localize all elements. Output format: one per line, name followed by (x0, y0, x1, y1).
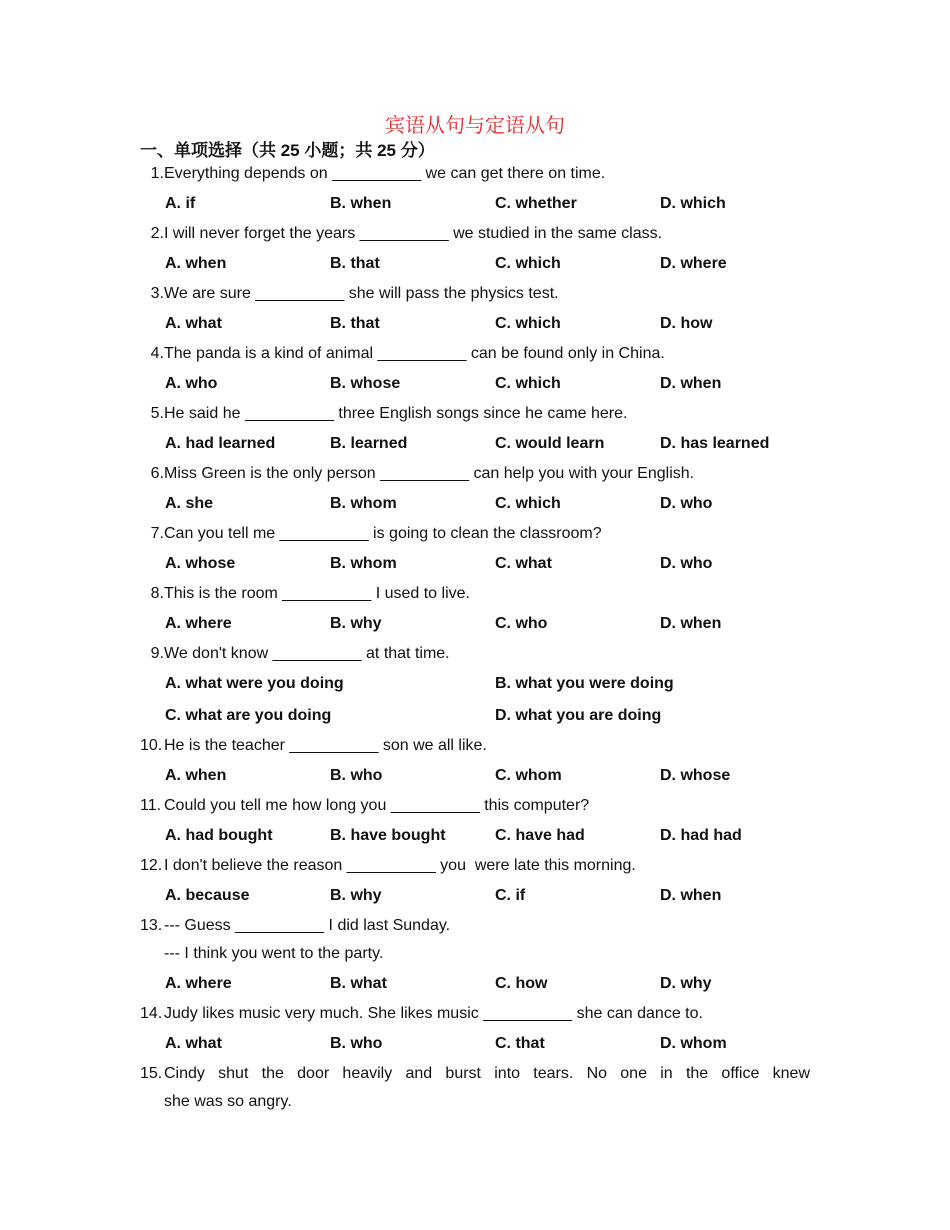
option-row (140, 968, 820, 1000)
section-heading: 一、单项选择（共 25 小题；共 25 分） (140, 141, 435, 160)
option-row (140, 1028, 820, 1060)
option-a: A. when (165, 255, 227, 272)
question-number: 2. (150, 225, 164, 242)
document-title: 宾语从句与定语从句 (385, 113, 565, 137)
option-b: B. that (330, 255, 380, 272)
option-c: C. whom (495, 767, 562, 784)
option-c: C. which (495, 315, 561, 332)
option-d: D. what you are doing (495, 707, 662, 724)
question-6 (140, 460, 820, 520)
option-a: A. who (165, 375, 218, 392)
question-number: 8. (150, 585, 164, 602)
question-stem: Could you tell me how long you __________ this computer? (164, 797, 590, 814)
question-number: 1. (150, 165, 164, 182)
option-d: D. when (660, 887, 722, 904)
option-row (140, 188, 820, 220)
option-b: B. who (330, 767, 383, 784)
option-b: B. what you were doing (495, 675, 674, 692)
option-row (140, 368, 820, 400)
question-5 (140, 400, 820, 460)
option-b: B. why (330, 887, 382, 904)
option-row (140, 488, 820, 520)
question-stem: Cindy shut the door heavily and burst into tears. No one in the office knew (164, 1065, 810, 1082)
option-a: A. because (165, 887, 250, 904)
option-d: D. where (660, 255, 727, 272)
option-c: C. if (495, 887, 526, 904)
question-4 (140, 340, 820, 400)
option-b: B. when (330, 195, 392, 212)
option-d: D. who (660, 555, 713, 572)
question-1 (140, 160, 820, 220)
option-b: B. whom (330, 495, 397, 512)
option-b: B. whom (330, 555, 397, 572)
option-b: B. learned (330, 435, 408, 452)
question-11 (140, 792, 820, 852)
option-c: C. that (495, 1035, 545, 1052)
option-row (140, 760, 820, 792)
option-c: C. what (495, 555, 552, 572)
option-c: C. have had (495, 827, 585, 844)
option-d: D. why (660, 975, 712, 992)
option-d: D. who (660, 495, 713, 512)
option-b: B. what (330, 975, 387, 992)
question-stem: --- Guess __________ I did last Sunday. (164, 917, 451, 934)
question-number: 9. (150, 645, 164, 662)
question-stem: The panda is a kind of animal __________ can be found only in China. (164, 345, 665, 362)
question-stem: He said he __________ three English songs since he came here. (164, 405, 628, 422)
question-number: 4. (150, 345, 164, 362)
option-row (140, 248, 820, 280)
question-number: 5. (150, 405, 164, 422)
option-c: C. who (495, 615, 548, 632)
question-stem: Judy likes music very much. She likes music __________ she can dance to. (164, 1005, 703, 1022)
option-b: B. have bought (330, 827, 446, 844)
question-number: 3. (150, 285, 164, 302)
option-d: D. whom (660, 1035, 727, 1052)
option-a: A. what (165, 315, 222, 332)
option-row (140, 608, 820, 640)
question-10 (140, 732, 820, 792)
question-stem-continuation: she was so angry. (164, 1093, 292, 1110)
option-a: A. what (165, 1035, 222, 1052)
option-c: C. which (495, 255, 561, 272)
question-12 (140, 852, 820, 912)
question-stem: Miss Green is the only person __________ can help you with your English. (164, 465, 695, 482)
option-d: D. which (660, 195, 726, 212)
option-a: A. where (165, 975, 232, 992)
option-d: D. has learned (660, 435, 770, 452)
question-number: 12. (140, 857, 163, 874)
question-stem: This is the room __________ I used to live. (164, 585, 470, 602)
option-row (140, 700, 820, 732)
question-stem: I will never forget the years __________ we studied in the same class. (164, 225, 663, 242)
option-c: C. how (495, 975, 548, 992)
question-number: 11. (140, 797, 162, 814)
question-9 (140, 640, 820, 732)
question-stem: Everything depends on __________ we can get there on time. (164, 165, 606, 182)
option-b: B. why (330, 615, 382, 632)
option-a: A. had bought (165, 827, 273, 844)
question-number: 14. (140, 1005, 163, 1022)
question-number: 13. (140, 917, 163, 934)
option-row (140, 308, 820, 340)
option-d: D. when (660, 615, 722, 632)
option-a: A. had learned (165, 435, 276, 452)
question-3 (140, 280, 820, 340)
question-stem: Can you tell me __________ is going to clean the classroom? (164, 525, 602, 542)
option-c: C. which (495, 495, 561, 512)
option-b: B. who (330, 1035, 383, 1052)
option-row (140, 428, 820, 460)
option-row (140, 548, 820, 580)
option-a: A. whose (165, 555, 236, 572)
option-d: D. when (660, 375, 722, 392)
option-b: B. that (330, 315, 380, 332)
option-c: C. whether (495, 195, 577, 212)
option-b: B. whose (330, 375, 401, 392)
option-d: D. whose (660, 767, 731, 784)
question-number: 15. (140, 1065, 163, 1082)
option-c: C. which (495, 375, 561, 392)
question-number: 6. (150, 465, 164, 482)
question-stem-continuation: --- I think you went to the party. (164, 945, 384, 962)
question-15 (140, 1060, 820, 1116)
question-stem: I don't believe the reason __________ you were late this morning. (164, 857, 636, 874)
option-a: A. she (165, 495, 214, 512)
option-d: D. how (660, 315, 713, 332)
question-stem: We don't know __________ at that time. (164, 645, 450, 662)
question-stem: We are sure __________ she will pass the physics test. (164, 285, 559, 302)
question-stem: He is the teacher __________ son we all like. (164, 737, 487, 754)
question-2 (140, 220, 820, 280)
question-13 (140, 912, 820, 1000)
option-a: A. where (165, 615, 232, 632)
option-row (140, 820, 820, 852)
question-list (140, 160, 820, 1116)
question-7 (140, 520, 820, 580)
option-c: C. would learn (495, 435, 605, 452)
option-a: A. if (165, 195, 196, 212)
option-d: D. had had (660, 827, 742, 844)
question-14 (140, 1000, 820, 1060)
option-c: C. what are you doing (165, 707, 332, 724)
question-number: 10. (140, 737, 163, 754)
option-row (140, 880, 820, 912)
question-number: 7. (150, 525, 164, 542)
option-a: A. when (165, 767, 227, 784)
option-row (140, 668, 820, 700)
option-a: A. what were you doing (165, 675, 344, 692)
question-8 (140, 580, 820, 640)
